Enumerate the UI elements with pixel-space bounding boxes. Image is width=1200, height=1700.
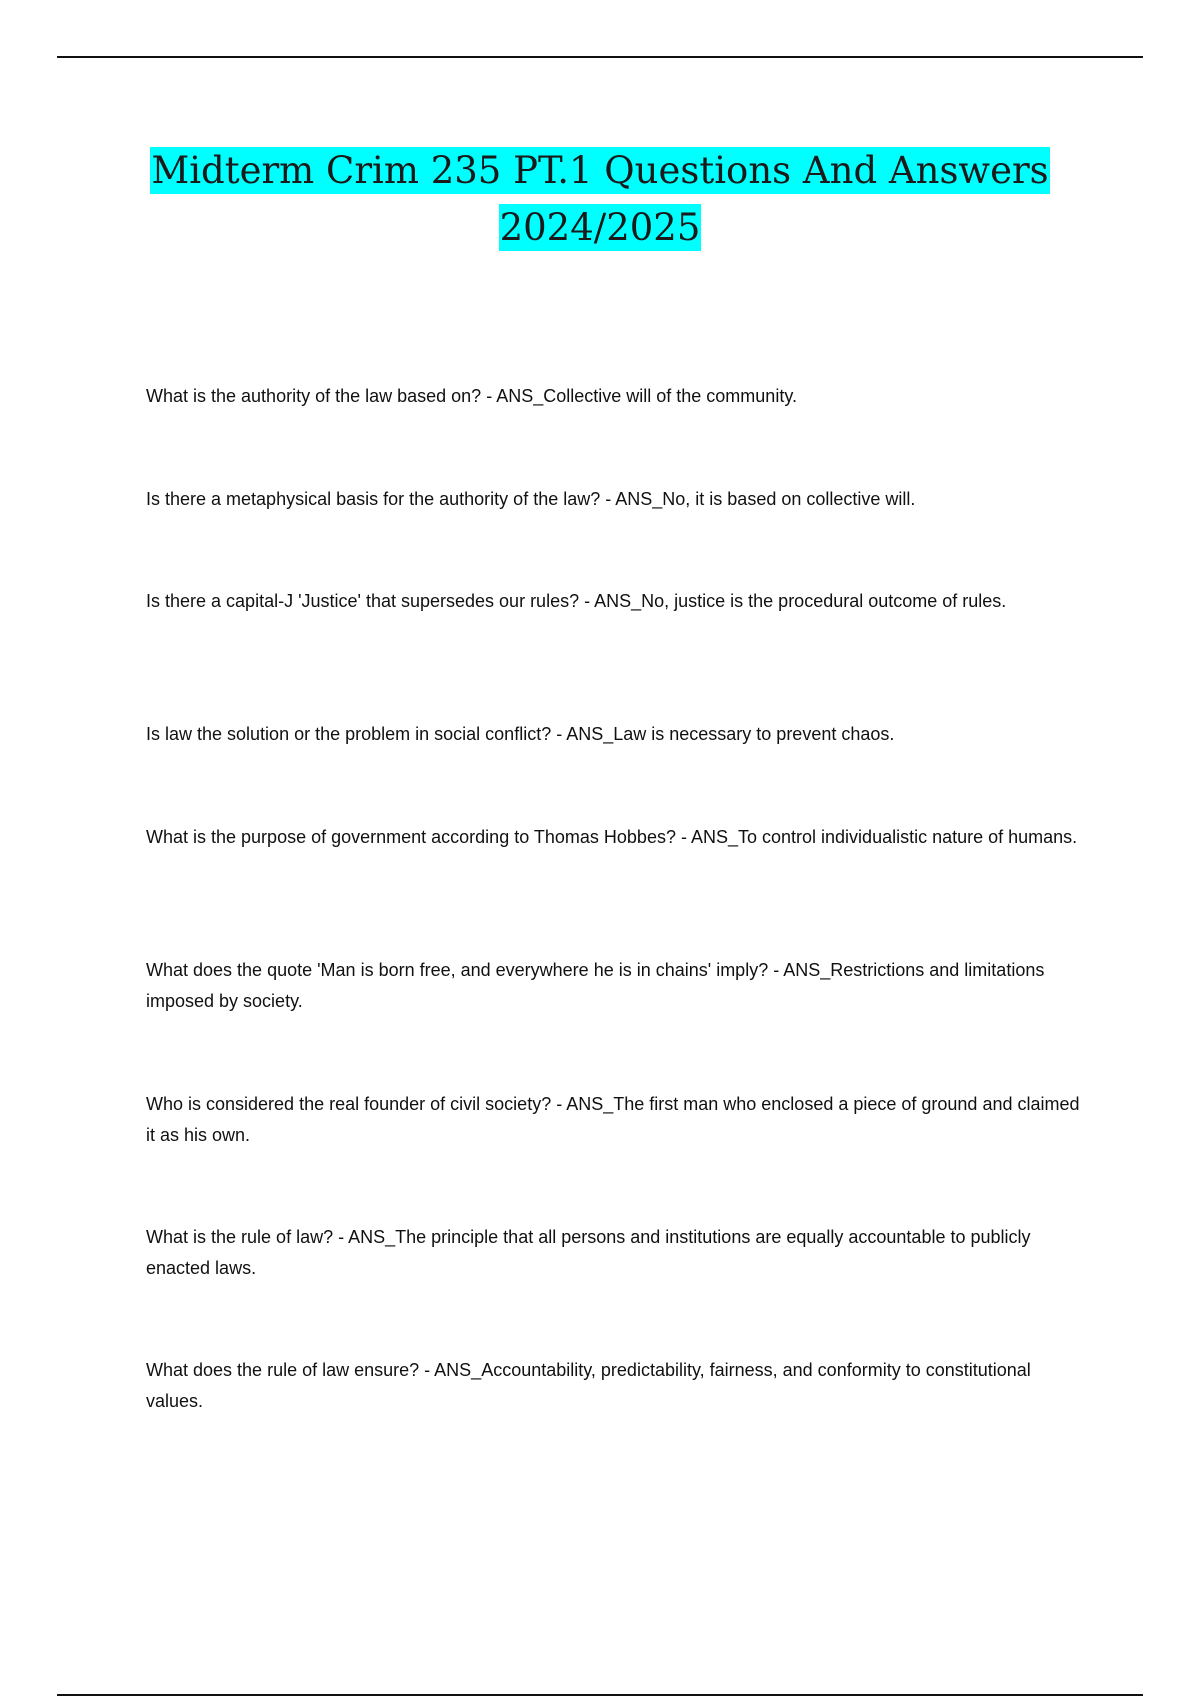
- qa-item: [146, 586, 1088, 617]
- qa-item: [146, 719, 1088, 750]
- qa-item: [146, 1222, 1088, 1284]
- answer-text: Accountability, predictability, fairness, and conformity to constitutional values.: [146, 1360, 1031, 1411]
- answer-text: Restrictions and limitations imposed by society.: [146, 960, 1045, 1011]
- answer-separator: - ANS_: [551, 1094, 614, 1114]
- question-text: Is there a capital-J 'Justice' that supersedes our rules?: [146, 591, 580, 611]
- document-title: [120, 142, 1080, 256]
- answer-text: The first man who enclosed a piece of ground and claimed it as his own.: [146, 1094, 1080, 1145]
- title-line-1: Midterm Crim 235 PT.1 Questions And Answers: [151, 149, 1049, 192]
- answer-separator: - ANS_: [333, 1227, 396, 1247]
- question-text: What is the authority of the law based on?: [146, 386, 482, 406]
- qa-item: [146, 381, 1088, 412]
- answer-separator: - ANS_: [419, 1360, 482, 1380]
- answer-text: To control individualistic nature of humans.: [738, 827, 1078, 847]
- answer-separator: - ANS_: [675, 827, 738, 847]
- question-text: What is the purpose of government according to Thomas Hobbes?: [146, 827, 676, 847]
- question-text: What does the rule of law ensure?: [146, 1360, 420, 1380]
- header-rule: [57, 56, 1143, 58]
- answer-separator: - ANS_: [551, 724, 614, 744]
- qa-item: [146, 484, 1088, 515]
- answer-separator: - ANS_: [579, 591, 642, 611]
- question-text: Is law the solution or the problem in social conflict?: [146, 724, 552, 744]
- qa-item: [146, 1355, 1088, 1417]
- answer-separator: - ANS_: [768, 960, 831, 980]
- qa-item: [146, 1089, 1088, 1151]
- answer-text: Law is necessary to prevent chaos.: [613, 724, 895, 744]
- answer-separator: - ANS_: [600, 489, 663, 509]
- question-text: What does the quote 'Man is born free, and everywhere he is in chains' imply?: [146, 960, 769, 980]
- title-line-2: 2024/2025: [499, 206, 701, 249]
- answer-text: No, justice is the procedural outcome of rules.: [641, 591, 1007, 611]
- qa-item: [146, 955, 1088, 1017]
- answer-separator: - ANS_: [481, 386, 544, 406]
- footer-rule: [57, 1694, 1143, 1696]
- question-text: What is the rule of law?: [146, 1227, 334, 1247]
- qa-item: [146, 822, 1088, 853]
- answer-text: The principle that all persons and institutions are equally accountable to publicly enacted laws.: [146, 1227, 1031, 1278]
- question-text: Is there a metaphysical basis for the authority of the law?: [146, 489, 601, 509]
- answer-text: No, it is based on collective will.: [662, 489, 916, 509]
- question-text: Who is considered the real founder of civil society?: [146, 1094, 552, 1114]
- answer-text: Collective will of the community.: [543, 386, 797, 406]
